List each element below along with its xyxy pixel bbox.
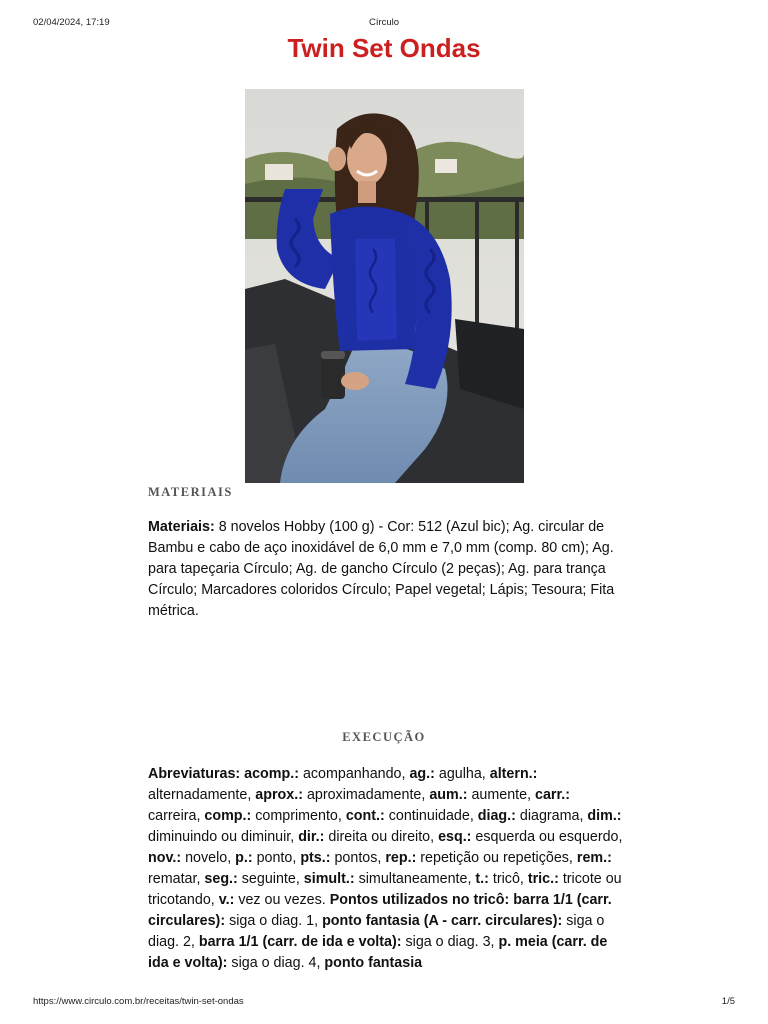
abbreviation-term: altern.: — [489, 766, 538, 782]
page-indicator: 1/5 — [721, 996, 735, 1007]
abbreviation-meaning: agulha, — [434, 766, 490, 782]
abbreviation-term: tric.: — [527, 871, 559, 887]
abbreviation-term: ponto fantasia (A - carr. circulares): — [322, 913, 563, 929]
abbreviation-term: seg.: — [204, 871, 238, 887]
abbreviation-term: p. meia (carr. de ida e volta): — [148, 934, 608, 971]
abbreviation-meaning: comprimento, — [251, 808, 346, 824]
print-header — [33, 17, 735, 29]
section-heading-execucao: EXECUÇÃO — [342, 730, 426, 744]
abbreviation-meaning: ponto, — [252, 850, 301, 866]
abbreviation-term: t.: — [475, 871, 489, 887]
abbreviation-meaning: esquerda ou esquerdo, — [471, 829, 623, 845]
print-url: https://www.circulo.com.br/receitas/twin-set-ondas — [33, 996, 244, 1007]
abbreviation-term: dim.: — [587, 808, 622, 824]
abbreviation-meaning: repetição ou repetições, — [416, 850, 577, 866]
abbreviation-term: diag.: — [477, 808, 516, 824]
abbreviation-term: rep.: — [385, 850, 417, 866]
abbreviation-term: simult.: — [303, 871, 355, 887]
abbreviation-meaning: siga o diag. 2, — [148, 913, 605, 950]
abbreviation-meaning: simultaneamente, — [354, 871, 476, 887]
abbreviation-meaning: diminuindo ou diminuir, — [148, 829, 299, 845]
abbreviation-term: esq.: — [438, 829, 472, 845]
abbreviation-term: Abreviaturas: acomp.: — [148, 766, 299, 782]
abbreviation-meaning: tricô, — [488, 871, 528, 887]
print-footer — [33, 996, 735, 1008]
print-datetime: 02/04/2024, 17:19 — [33, 17, 110, 28]
model-photo-icon — [245, 89, 524, 483]
abbreviation-term: dir.: — [298, 829, 325, 845]
page-title: Twin Set Ondas — [287, 33, 481, 63]
abbreviation-term: aprox.: — [255, 787, 303, 803]
abbreviation-meaning: rematar, — [148, 871, 205, 887]
abbreviation-meaning: aumente, — [467, 787, 536, 803]
abbreviation-term: cont.: — [345, 808, 385, 824]
abbreviation-term: ag.: — [409, 766, 435, 782]
abbreviation-term: aum.: — [429, 787, 468, 803]
abbreviation-meaning: siga o diag. 1, — [225, 913, 323, 929]
abbreviation-meaning: tricote ou tricotando, — [148, 871, 622, 908]
abbreviation-term: Pontos utilizados no tricô: barra 1/1 (carr. circulares): — [148, 892, 612, 929]
abbreviation-meaning: direita ou direito, — [324, 829, 439, 845]
abbreviation-term: p.: — [235, 850, 253, 866]
abbreviation-term: comp.: — [204, 808, 252, 824]
abbreviation-term: v.: — [218, 892, 235, 908]
section-heading-materiais: MATERIAIS — [148, 485, 233, 499]
abbreviation-meaning: pontos, — [330, 850, 386, 866]
abbreviation-meaning: diagrama, — [515, 808, 588, 824]
abbreviation-meaning: seguinte, — [237, 871, 304, 887]
abbreviation-meaning: alternadamente, — [148, 787, 256, 803]
materiais-label: Materiais: — [148, 519, 215, 535]
abbreviation-meaning: vez ou vezes. — [234, 892, 330, 908]
abbreviation-term: carr.: — [535, 787, 571, 803]
print-site-title: Círculo — [368, 17, 400, 28]
materiais-paragraph — [148, 517, 623, 622]
materiais-text: 8 novelos Hobby (100 g) - Cor: 512 (Azul bic); Ag. circular de Bambu e cabo de aço inoxidável de 6,0 mm e 7,0 mm (comp. 80 cm); Ag. para tapeçaria Círculo; Ag. de gancho Círculo (2 peças); Ag. para trança Círculo; Marcadores coloridos Círculo; Papel vegetal; Lápis; Tesoura; Fita métrica. — [148, 519, 615, 619]
abbreviation-term: nov.: — [148, 850, 182, 866]
abbreviations-paragraph — [148, 764, 623, 974]
abbreviation-meaning: carreira, — [148, 808, 205, 824]
abbreviation-meaning: acompanhando, — [298, 766, 410, 782]
abbreviation-meaning: continuidade, — [384, 808, 478, 824]
abbreviation-meaning: aproximadamente, — [302, 787, 430, 803]
abbreviation-meaning: novelo, — [181, 850, 236, 866]
abbreviation-meaning: siga o diag. 4, — [227, 955, 325, 971]
abbreviation-term: ponto fantasia — [324, 955, 423, 971]
abbreviation-meaning: siga o diag. 3, — [401, 934, 499, 950]
product-photo — [245, 89, 524, 483]
abbreviation-term: pts.: — [300, 850, 331, 866]
abbreviation-term: rem.: — [576, 850, 612, 866]
abbreviation-term: barra 1/1 (carr. de ida e volta): — [198, 934, 402, 950]
